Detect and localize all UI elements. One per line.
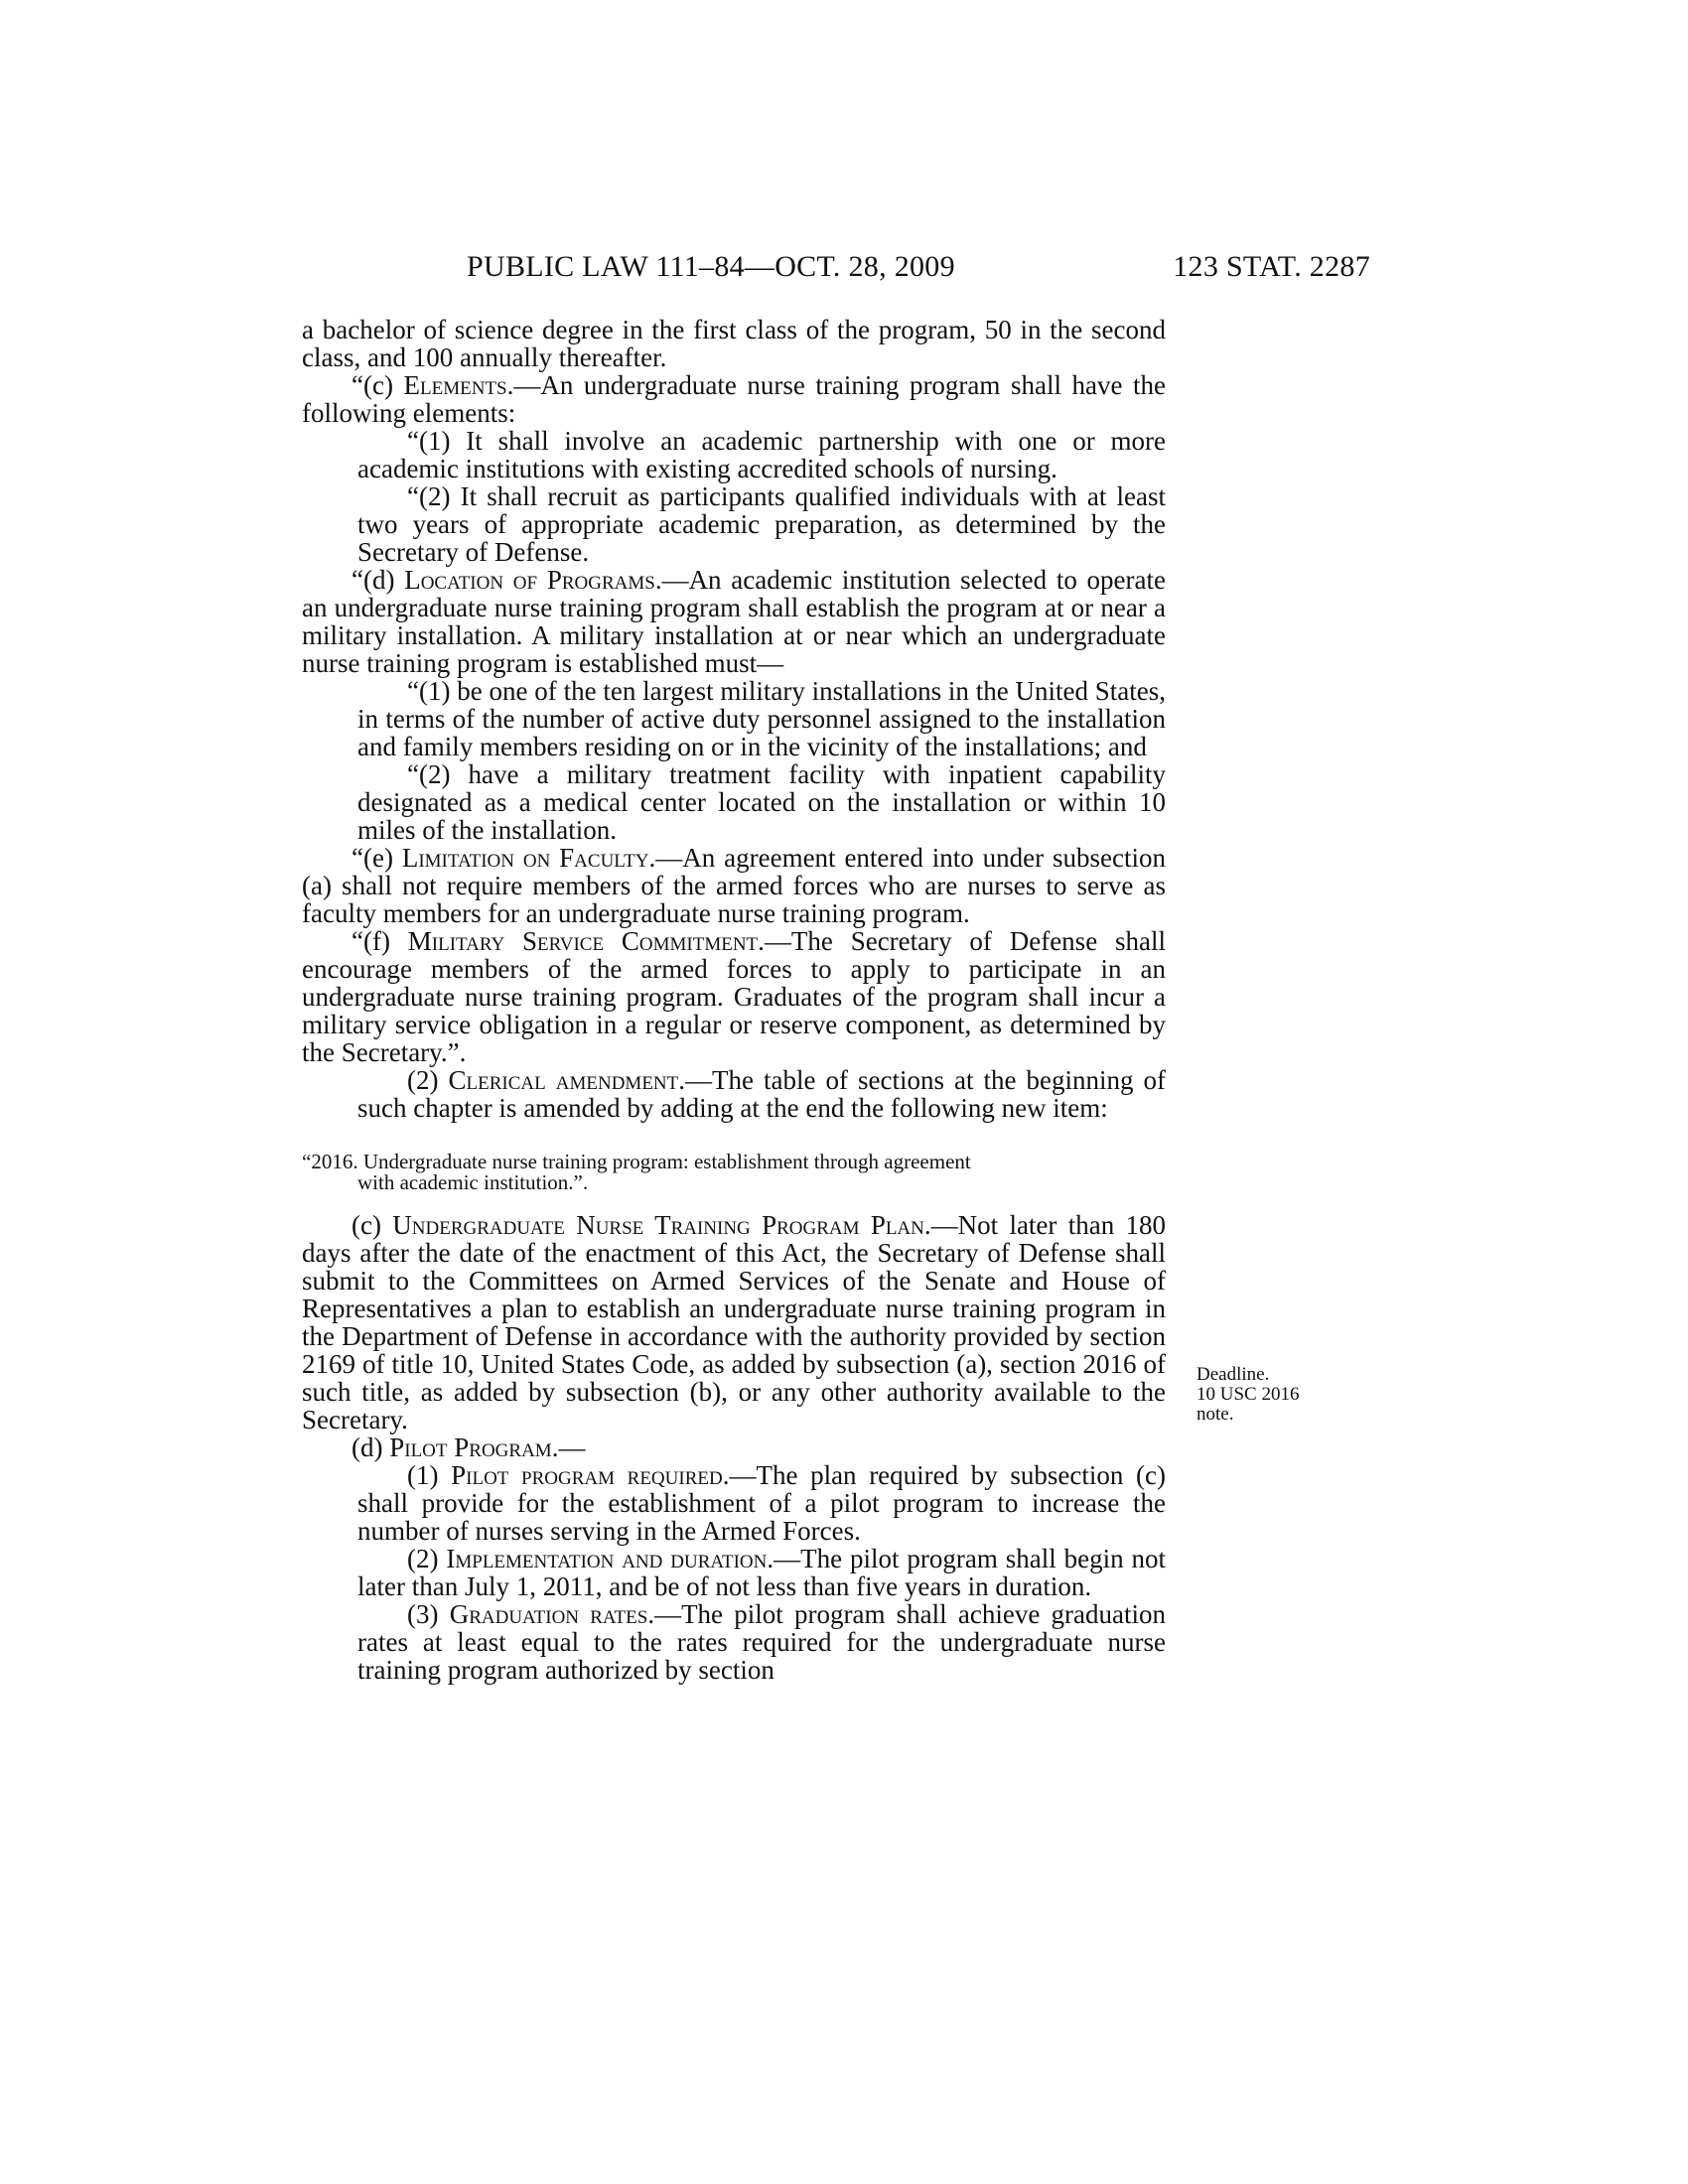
subsection-f-commitment	[302, 927, 1166, 1066]
margin-note-usc-citation: 10 USC 2016	[1196, 1384, 1300, 1405]
location-requirement-2: “(2) have a military treatment facility with inpatient capability designated as a medical center located on the installation or within 10 miles of the installation.	[357, 759, 1166, 845]
paragraph-heading: Pilot program required	[451, 1460, 723, 1490]
paragraph-lead: “(e)	[352, 843, 402, 873]
element-2: “(2) It shall recruit as participants qualified individuals with at least two years of appropriate academic preparation, as determined by the Secretary of Defense.	[357, 481, 1166, 567]
paragraph-text: .—An undergraduate nurse training program shall have the following elements:	[302, 370, 1166, 428]
paragraph-heading: Limitation on Faculty	[401, 843, 649, 873]
paragraph-heading: Implementation and duration	[446, 1544, 768, 1573]
paragraph-text: .—The table of sections at the beginning of such chapter is amended by adding at the end the following new item:	[357, 1065, 1167, 1123]
paragraph-text: .—	[551, 1433, 586, 1462]
paragraph-heading: Pilot Program	[389, 1433, 552, 1462]
implementation-and-duration	[357, 1545, 1166, 1600]
statute-body	[302, 316, 1166, 1684]
subsection-e-faculty	[302, 844, 1166, 927]
paragraph-lead: “(d)	[352, 565, 405, 595]
paragraph-lead: (d)	[352, 1433, 390, 1462]
paragraph-text: .—An academic institution selected to operate an undergraduate nurse training program shall establish the program at or near a military installation. A military installation at or near which an undergraduate nurse training program is established must—	[302, 565, 1167, 678]
paragraph-text: .—The pilot program shall achieve graduation rates at least equal to the rates required for the undergraduate nurse training program authorized by section	[357, 1599, 1166, 1685]
paragraph-text: .—The Secretary of Defense shall encourage members of the armed forces to apply to participate in an undergraduate nurse training program. Graduates of the program shall incur a military service obligation in a regular or reserve component, as determined by the Secretary.”.	[302, 926, 1166, 1067]
margin-note-note: note.	[1196, 1404, 1234, 1425]
table-of-sections-item	[302, 1152, 1166, 1193]
page-header	[298, 250, 1370, 300]
subsection-d-location	[302, 566, 1166, 677]
paragraph-heading: Undergraduate Nurse Training Program Plan	[392, 1210, 924, 1240]
paragraph-text: .—The pilot program shall begin not later than July 1, 2011, and be of not less than five years in duration.	[357, 1544, 1167, 1601]
pilot-program-required	[357, 1461, 1166, 1545]
paragraph-lead: (3)	[407, 1599, 450, 1629]
element-1: “(1) It shall involve an academic partnership with one or more academic institutions with existing accredited schools of nursing.	[357, 426, 1166, 483]
paragraph-text: .—An agreement entered into under subsection (a) shall not require members of the armed forces who are nurses to serve as faculty members for an undergraduate nurse training program.	[302, 843, 1166, 928]
paragraph-lead: “(c)	[352, 370, 404, 400]
paragraph-lead: (2)	[407, 1065, 449, 1095]
paragraph-heading: Clerical amendment	[448, 1065, 679, 1095]
paragraph-continuation: a bachelor of science degree in the first class of the program, 50 in the second class, and 100 annually thereafter.	[302, 315, 1166, 372]
toc-line: “2016. Undergraduate nurse training program: establishment through agreement	[302, 1150, 971, 1173]
paragraph-lead: (c)	[352, 1210, 393, 1240]
subsection-d-pilot-program	[302, 1433, 1166, 1461]
margin-note	[1196, 1365, 1345, 1425]
statute-page-number: 123 STAT. 2287	[1173, 250, 1370, 283]
location-requirement-1: “(1) be one of the ten largest military installations in the United States, in terms of the number of active duty personnel assigned to the installation and family members residing on or in the vicinity of the installations; and	[357, 676, 1166, 761]
paragraph-lead: (2)	[407, 1544, 447, 1573]
paragraph-lead: “(f)	[352, 926, 408, 956]
paragraph-heading: Graduation rates	[449, 1599, 648, 1629]
paragraph-lead: (1)	[407, 1460, 452, 1490]
graduation-rates	[357, 1600, 1166, 1684]
paragraph-text: .—Not later than 180 days after the date of the enactment of this Act, the Secretary of Defense shall submit to the Committees on Armed Services of the Senate and House of Representatives a plan to establish an undergraduate nurse training program in the Department of Defense in accordance with the authority provided by section 2169 of title 10, United States Code, as added by subsection (a), section 2016 of such title, as added by subsection (b), or any other authority available to the Secretary.	[302, 1210, 1167, 1434]
paragraph-heading: Military Service Commitment	[407, 926, 759, 956]
subsection-c-elements	[302, 371, 1166, 427]
margin-note-deadline: Deadline.	[1196, 1364, 1270, 1385]
paragraph-text: .—The plan required by subsection (c) shall provide for the establishment of a pilot program to increase the number of nurses serving in the Armed Forces.	[357, 1460, 1167, 1546]
clerical-amendment	[357, 1066, 1166, 1122]
running-title: PUBLIC LAW 111–84—OCT. 28, 2009	[467, 250, 955, 283]
toc-line: with academic institution.”.	[357, 1170, 589, 1194]
paragraph-heading: Location of Programs	[404, 565, 655, 595]
paragraph-heading: Elements	[403, 370, 507, 400]
subsection-c-plan	[302, 1211, 1166, 1433]
